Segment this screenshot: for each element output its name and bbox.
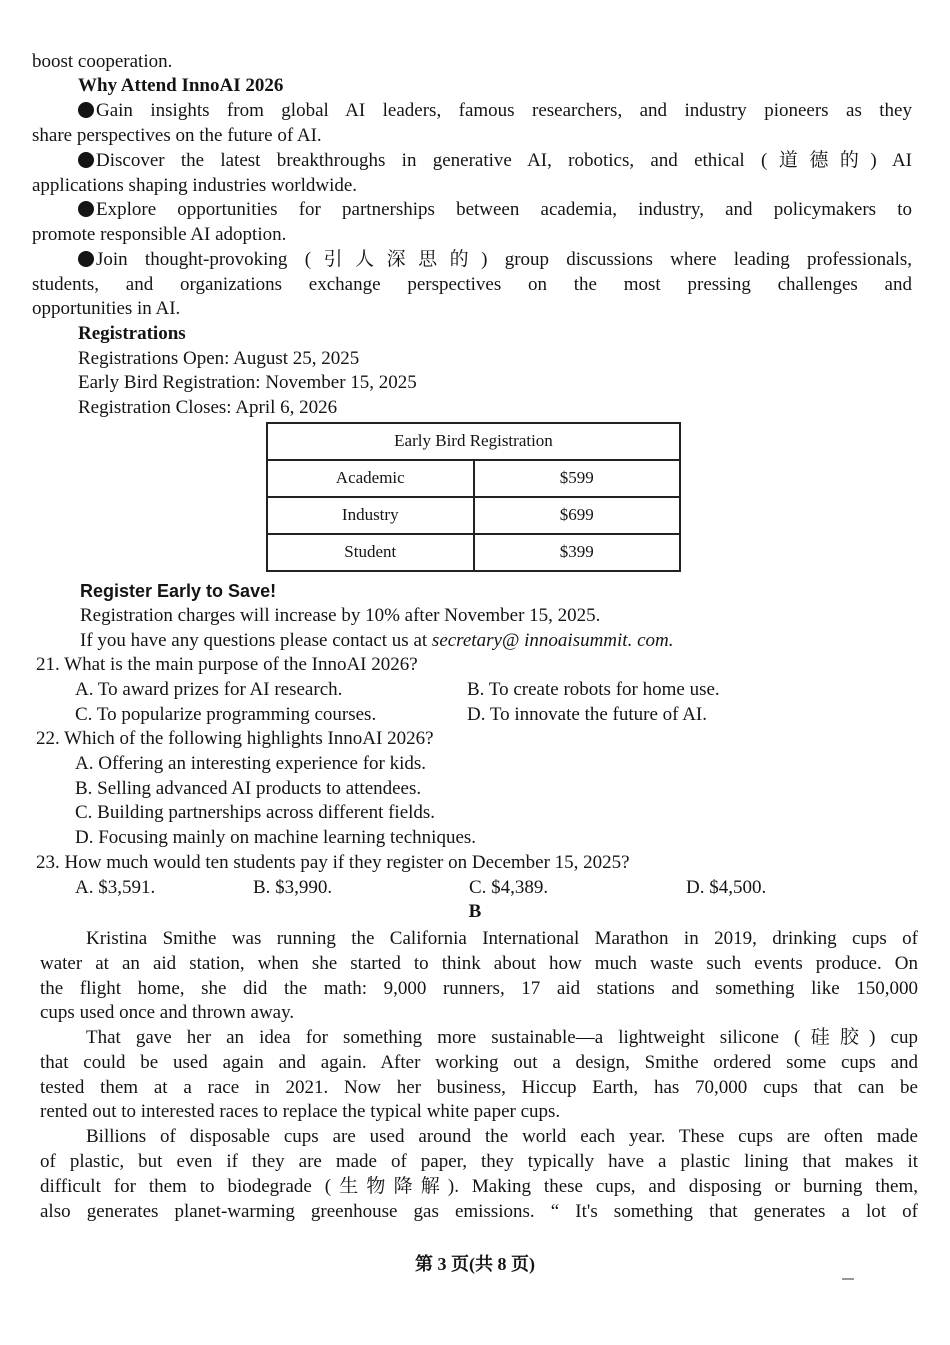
page-number-footer: 第 3 页(共 8 页) xyxy=(415,1254,535,1274)
why-attend-bullet-1-cont: share perspectives on the future of AI. xyxy=(32,125,322,146)
early-bird-fee-table xyxy=(266,422,681,572)
fee-table-row xyxy=(267,460,680,497)
bullet-dot-icon xyxy=(78,201,94,217)
why-attend-bullet-4 xyxy=(78,248,912,273)
fee-category: Academic xyxy=(267,460,474,497)
question-23-option-b[interactable]: B. $3,990. xyxy=(253,877,333,898)
registration-close-date: Registration Closes: April 6, 2026 xyxy=(78,397,338,418)
passage-b-line: of plastic, but even if they are made of paper, they typically have a plastic lining that makes it xyxy=(40,1151,918,1172)
contact-prefix: If you have any questions please contact us at xyxy=(80,630,432,651)
passage-b-line: Billions of disposable cups are used around the world each year. These cups are often made xyxy=(86,1126,918,1147)
fee-category: Industry xyxy=(267,497,474,534)
passage-b-line: the flight home, she did the math: 9,000 runners, 17 aid stations and something like 150,000 xyxy=(40,978,918,999)
registrations-heading: Registrations xyxy=(78,323,186,344)
passage-b-line: difficult for them to biodegrade (生物降解). Making these cups, and disposing or burning them, xyxy=(40,1176,918,1197)
question-23-stem: 23. How much would ten students pay if they register on December 15, 2025? xyxy=(36,852,630,873)
contact-line xyxy=(80,629,674,654)
question-22-option-d[interactable]: D. Focusing mainly on machine learning techniques. xyxy=(75,827,477,848)
fee-table-header-row xyxy=(267,423,680,460)
bullet-text: Gain insights from global AI leaders, famous researchers, and industry pioneers as they xyxy=(96,100,912,121)
why-attend-bullet-1 xyxy=(78,99,912,124)
passage-b-line: rented out to interested races to replace the typical white paper cups. xyxy=(40,1101,561,1122)
early-bird-date: Early Bird Registration: November 15, 2025 xyxy=(78,372,417,393)
passage-b-line: That gave her an idea for something more sustainable—a lightweight silicone (硅胶) cup xyxy=(86,1027,918,1048)
fee-table-title: Early Bird Registration xyxy=(267,423,680,460)
fee-price: $699 xyxy=(474,497,681,534)
bullet-text: Join thought-provoking (引人深思的) group discussions where leading professionals, xyxy=(96,249,912,270)
passage-b-line: tested them at a race in 2021. Now her business, Hiccup Earth, has 70,000 cups that can be xyxy=(40,1077,918,1098)
fee-table-row xyxy=(267,534,680,571)
contact-email-link[interactable]: secretary@ innoaisummit. com. xyxy=(431,630,674,651)
fee-table-row xyxy=(267,497,680,534)
passage-b-line: Kristina Smithe was running the California International Marathon in 2019, drinking cups of xyxy=(86,928,918,949)
scan-mark xyxy=(842,1278,854,1280)
question-21-stem: 21. What is the main purpose of the InnoAI 2026? xyxy=(36,654,418,675)
why-attend-bullet-2 xyxy=(78,149,912,174)
why-attend-bullet-3-cont: promote responsible AI adoption. xyxy=(32,224,287,245)
fee-category: Student xyxy=(267,534,474,571)
why-attend-bullet-3 xyxy=(78,198,912,223)
fee-price: $399 xyxy=(474,534,681,571)
why-attend-bullet-4-cont: students, and organizations exchange perspectives on the most pressing challenges and xyxy=(32,274,912,295)
passage-b-line: also generates planet-warming greenhouse gas emissions. “ It's something that generates a lot of xyxy=(40,1201,918,1222)
bullet-dot-icon xyxy=(78,102,94,118)
register-early-note: Registration charges will increase by 10% after November 15, 2025. xyxy=(80,605,601,626)
intro-tail-line: boost cooperation. xyxy=(32,51,173,72)
passage-b-label: B xyxy=(468,901,482,922)
why-attend-heading: Why Attend InnoAI 2026 xyxy=(78,75,284,96)
question-23-option-c[interactable]: C. $4,389. xyxy=(469,877,549,898)
why-attend-bullet-4-cont2: opportunities in AI. xyxy=(32,298,181,319)
passage-b-line: cups used once and thrown away. xyxy=(40,1002,295,1023)
question-22-option-c[interactable]: C. Building partnerships across different fields. xyxy=(75,802,436,823)
bullet-dot-icon xyxy=(78,152,94,168)
question-21-option-a[interactable]: A. To award prizes for AI research. xyxy=(75,679,343,700)
question-23-option-a[interactable]: A. $3,591. xyxy=(75,877,156,898)
why-attend-bullet-2-cont: applications shaping industries worldwide. xyxy=(32,175,358,196)
registration-open-date: Registrations Open: August 25, 2025 xyxy=(78,348,360,369)
question-22-option-a[interactable]: A. Offering an interesting experience for kids. xyxy=(75,753,427,774)
passage-b-line: that could be used again and again. After working out a design, Smithe ordered some cups and xyxy=(40,1052,918,1073)
fee-price: $599 xyxy=(474,460,681,497)
question-21-option-c[interactable]: C. To popularize programming courses. xyxy=(75,704,377,725)
question-22-option-b[interactable]: B. Selling advanced AI products to attendees. xyxy=(75,778,422,799)
register-early-heading: Register Early to Save! xyxy=(80,581,277,601)
question-21-option-b[interactable]: B. To create robots for home use. xyxy=(467,679,720,700)
bullet-dot-icon xyxy=(78,251,94,267)
question-21-option-d[interactable]: D. To innovate the future of AI. xyxy=(467,704,707,725)
question-23-option-d[interactable]: D. $4,500. xyxy=(686,877,767,898)
question-22-stem: 22. Which of the following highlights InnoAI 2026? xyxy=(36,728,434,749)
bullet-text: Discover the latest breakthroughs in generative AI, robotics, and ethical (道德的) AI xyxy=(96,150,912,171)
bullet-text: Explore opportunities for partnerships between academia, industry, and policymakers to xyxy=(96,199,912,220)
passage-b-line: water at an aid station, when she started to think about how much waste such events produce. On xyxy=(40,953,918,974)
